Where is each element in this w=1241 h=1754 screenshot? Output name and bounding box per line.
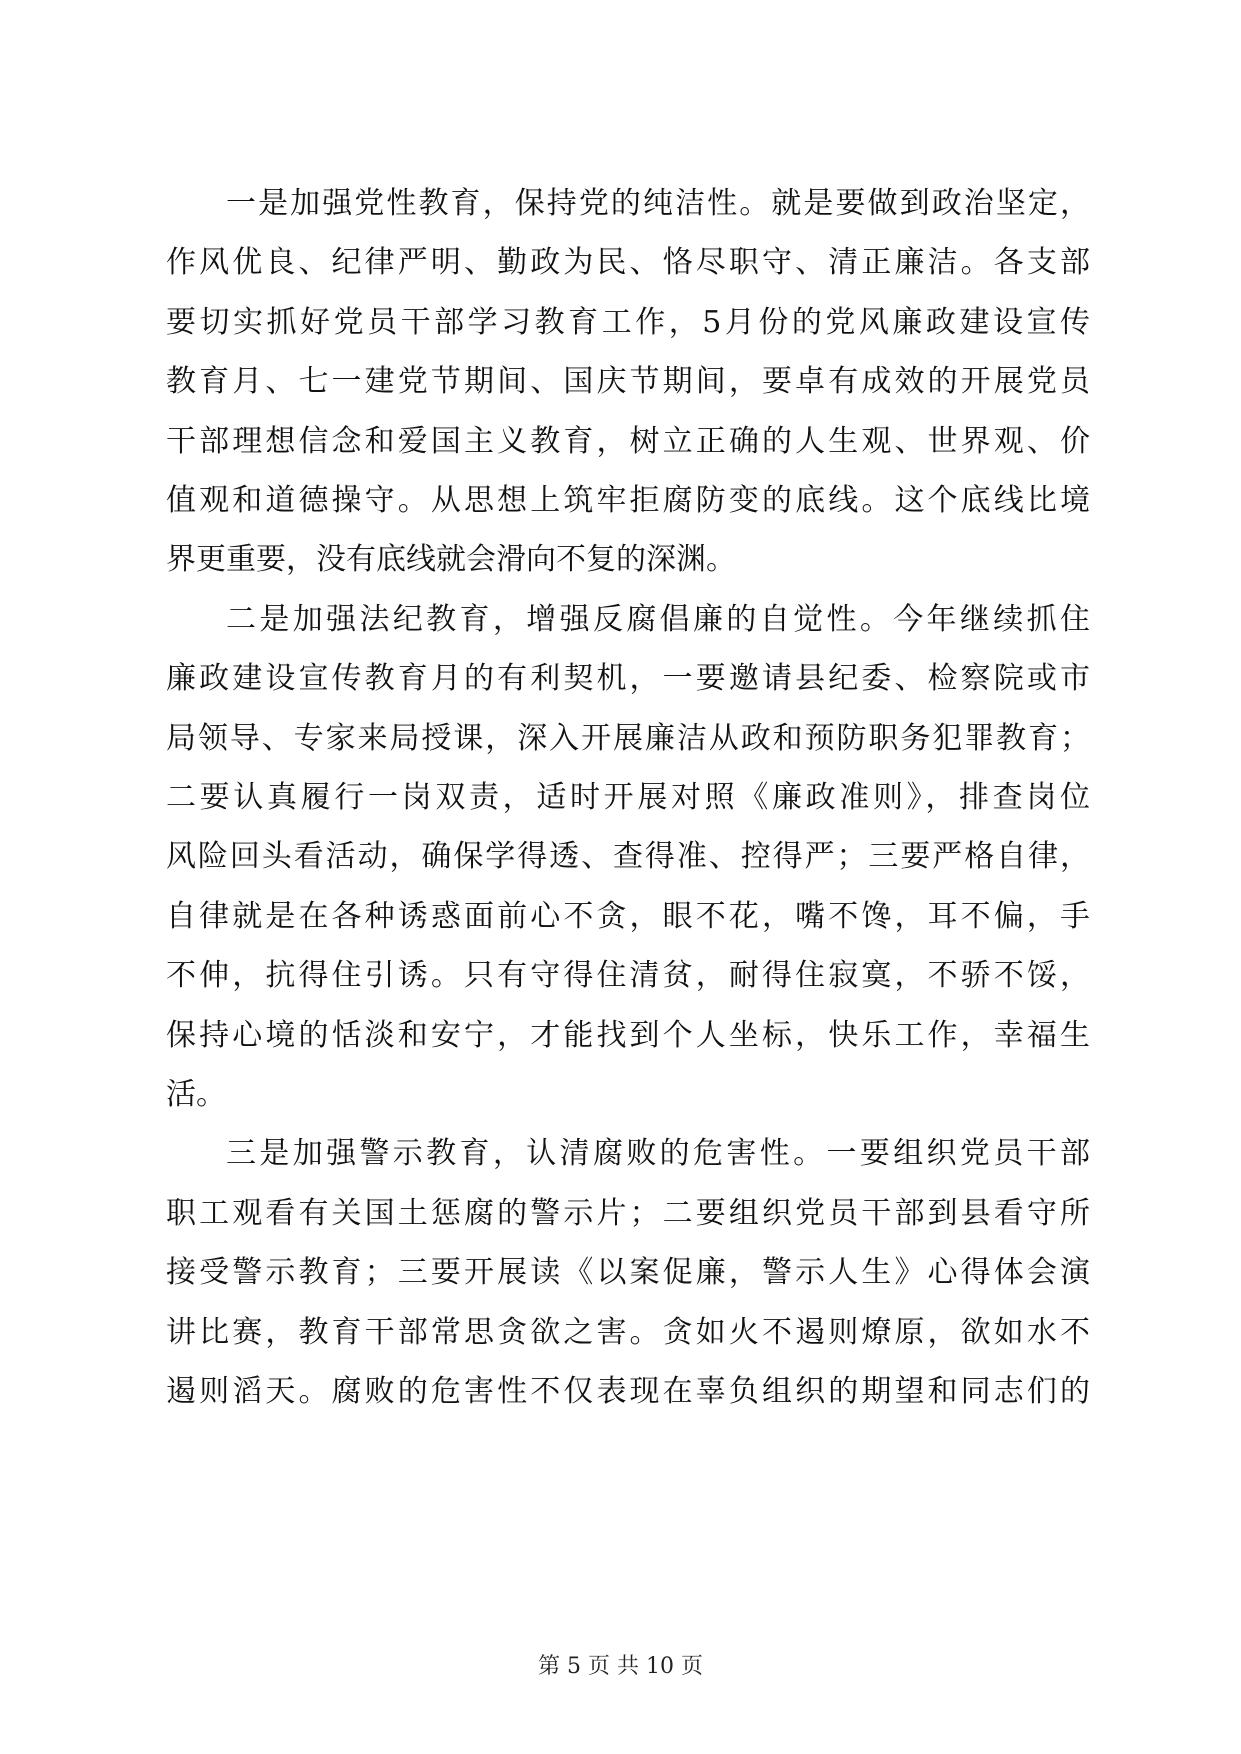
paragraph-line: 界更重要，没有底线就会滑向不复的深渊。 [166, 542, 736, 577]
paragraph-line: 局领导、专家来局授课，深入开展廉洁从政和预防职务犯罪教育； [166, 721, 1090, 756]
paragraph-first-line: 二是加强法纪教育，增强反腐倡廉的自觉性。今年继续抓住 [226, 602, 1090, 637]
paragraph-line: 职工观看有关国土惩腐的警示片；二要组织党员干部到县看守所 [166, 1196, 1090, 1231]
paragraph-line: 二要认真履行一岗双责，适时开展对照《廉政准则》，排查岗位 [166, 780, 1090, 815]
paragraph-line: 自律就是在各种诱惑面前心不贪，眼不花，嘴不馋，耳不偏，手 [166, 899, 1090, 934]
paragraph-line: 干部理想信念和爱国主义教育，树立正确的人生观、世界观、价 [166, 424, 1090, 459]
paragraph-line: 作风优良、纪律严明、勤政为民、恪尽职守、清正廉洁。各支部 [166, 245, 1090, 280]
paragraph-line: 讲比赛，教育干部常思贪欲之害。贪如火不遏则燎原，欲如水不 [166, 1315, 1090, 1350]
paragraph-line: 风险回头看活动，确保学得透、查得准、控得严；三要严格自律， [166, 839, 1090, 874]
paragraph-line: 要切实抓好党员干部学习教育工作，5月份的党风廉政建设宣传 [166, 305, 1090, 340]
paragraph-line: 值观和道德操守。从思想上筑牢拒腐防变的底线。这个底线比境 [166, 483, 1090, 518]
paragraph-line: 遏则滔天。腐败的危害性不仅表现在辜负组织的期望和同志们的 [166, 1374, 1090, 1409]
paragraph-line: 廉政建设宣传教育月的有利契机，一要邀请县纪委、检察院或市 [166, 661, 1090, 696]
paragraph-line: 接受警示教育；三要开展读《以案促廉，警示人生》心得体会演 [166, 1255, 1090, 1290]
paragraph-first-line: 一是加强党性教育，保持党的纯洁性。就是要做到政治坚定， [226, 186, 1090, 221]
paragraph-line: 保持心境的恬淡和安宁，才能找到个人坐标，快乐工作，幸福生 [166, 1018, 1090, 1053]
paragraph-line: 不伸，抗得住引诱。只有守得住清贫，耐得住寂寞，不骄不馁， [166, 958, 1090, 993]
paragraph-line: 活。 [166, 1077, 226, 1112]
paragraph-line: 教育月、七一建党节期间、国庆节期间，要卓有成效的开展党员 [166, 364, 1090, 399]
page-footer: 第 5 页 共 10 页 [538, 1654, 703, 1679]
paragraph-first-line: 三是加强警示教育，认清腐败的危害性。一要组织党员干部 [226, 1136, 1090, 1171]
